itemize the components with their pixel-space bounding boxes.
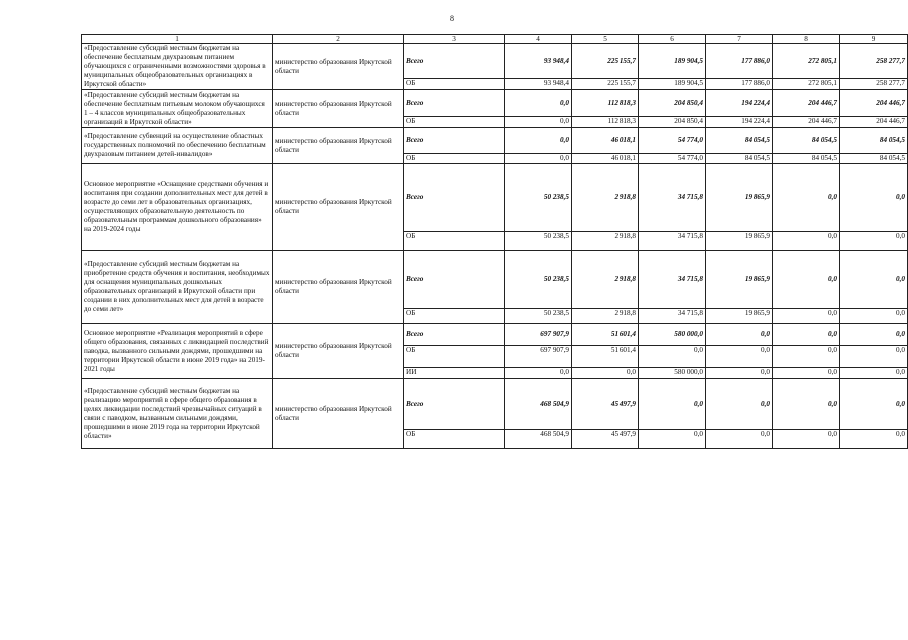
measure-description: «Предоставление субсидий местным бюджетам на обеспечение бесплатным двухразовым питанием обучающихся с ограниченными возможностями здоровья в муниципальных общеобразовательных организациях в Иркутской области» [82,44,273,90]
amount-cell: 0,0 [706,324,773,346]
measure-description: «Предоставление субвенций на осуществление областных государственных полномочий по обеспечению бесплатным двухразовым питанием детей-инвалидов» [82,128,273,164]
funding-source-label: Всего [404,251,505,309]
amount-cell: 84 054,5 [840,128,908,154]
amount-cell: 0,0 [840,324,908,346]
amount-cell: 272 805,1 [773,44,840,79]
amount-cell: 50 238,5 [505,164,572,232]
funding-source-label: Всего [404,128,505,154]
table-row [82,324,908,346]
amount-cell: 194 224,4 [706,90,773,117]
amount-cell: 46 018,1 [572,128,639,154]
amount-cell: 51 601,4 [572,346,639,368]
header-cell: 3 [404,35,505,44]
amount-cell: 34 715,8 [639,164,706,232]
amount-cell: 2 918,8 [572,309,639,324]
amount-cell: 204 446,7 [773,90,840,117]
amount-cell: 580 000,0 [639,324,706,346]
amount-cell: 194 224,4 [706,117,773,128]
header-cell: 5 [572,35,639,44]
funding-source-label: Всего [404,379,505,430]
amount-cell: 204 446,7 [840,90,908,117]
amount-cell: 0,0 [706,346,773,368]
funding-source-label: ОБ [404,117,505,128]
amount-cell: 0,0 [840,379,908,430]
amount-cell: 0,0 [840,251,908,309]
amount-cell: 84 054,5 [773,154,840,164]
amount-cell: 0,0 [572,368,639,379]
amount-cell: 50 238,5 [505,309,572,324]
funding-source-label: ОБ [404,430,505,449]
page-number: 8 [450,14,454,23]
amount-cell: 84 054,5 [773,128,840,154]
funding-source-label: ОБ [404,309,505,324]
amount-cell: 0,0 [773,164,840,232]
measure-description: Основное мероприятие «Оснащение средствами обучения и воспитания при создании дополнительных мест для детей в возрасте до семи лет в образовательных организациях, осуществляющих образовательную деятельность по образовательным программам дошкольного образования» на 2019-2024 годы [82,164,273,251]
amount-cell: 84 054,5 [840,154,908,164]
budget-table [81,34,908,449]
table-row [82,164,908,232]
amount-cell: 0,0 [840,164,908,232]
amount-cell: 0,0 [773,346,840,368]
amount-cell: 2 918,8 [572,164,639,232]
amount-cell: 204 850,4 [639,117,706,128]
amount-cell: 580 000,0 [639,368,706,379]
table-row [82,128,908,154]
amount-cell: 0,0 [639,346,706,368]
amount-cell: 204 446,7 [840,117,908,128]
amount-cell: 34 715,8 [639,251,706,309]
header-row [82,35,908,44]
responsible-executor: министерство образования Иркутской области [273,324,404,379]
table-row [82,251,908,309]
amount-cell: 177 886,0 [706,44,773,79]
amount-cell: 258 277,7 [840,44,908,79]
funding-source-label: ОБ [404,346,505,368]
amount-cell: 0,0 [840,368,908,379]
amount-cell: 0,0 [505,368,572,379]
amount-cell: 0,0 [706,430,773,449]
funding-source-label: ОБ [404,79,505,90]
amount-cell: 0,0 [840,309,908,324]
amount-cell: 51 601,4 [572,324,639,346]
amount-cell: 0,0 [773,232,840,251]
amount-cell: 0,0 [773,379,840,430]
amount-cell: 189 904,5 [639,79,706,90]
responsible-executor: министерство образования Иркутской области [273,128,404,164]
header-cell: 6 [639,35,706,44]
measure-description: «Предоставление субсидий местным бюджетам на приобретение средств обучения и воспитания, необходимых для оснащения муниципальных дошкольных образовательных организаций в Иркутской области при создании в них дополнительных мест для детей в возрасте до семи лет» [82,251,273,324]
amount-cell: 468 504,9 [505,379,572,430]
header-cell: 7 [706,35,773,44]
amount-cell: 0,0 [505,154,572,164]
measure-description: «Предоставление субсидий местным бюджетам на обеспечение бесплатным питьевым молоком обучающихся 1 – 4 классов муниципальных общеобразовательных организаций в Иркутской области» [82,90,273,128]
amount-cell: 0,0 [505,117,572,128]
amount-cell: 112 818,3 [572,117,639,128]
amount-cell: 45 497,9 [572,379,639,430]
amount-cell: 697 907,9 [505,324,572,346]
amount-cell: 0,0 [773,251,840,309]
amount-cell: 272 805,1 [773,79,840,90]
measure-description: «Предоставление субсидий местным бюджетам на реализацию мероприятий в сфере общего образования в целях ликвидации последствий чрезвычайных ситуаций в связи с паводком, вызванным сильными дождями, прошедшими в июне 2019 года на территории Иркутской области» [82,379,273,449]
amount-cell: 93 948,4 [505,44,572,79]
amount-cell: 0,0 [773,368,840,379]
header-cell: 1 [82,35,273,44]
header-cell: 9 [840,35,908,44]
funding-source-label: Всего [404,164,505,232]
amount-cell: 0,0 [840,232,908,251]
amount-cell: 0,0 [773,324,840,346]
amount-cell: 177 886,0 [706,79,773,90]
funding-source-label: ИИ [404,368,505,379]
amount-cell: 54 774,0 [639,154,706,164]
amount-cell: 19 865,9 [706,309,773,324]
amount-cell: 34 715,8 [639,309,706,324]
amount-cell: 46 018,1 [572,154,639,164]
amount-cell: 204 446,7 [773,117,840,128]
amount-cell: 2 918,8 [572,251,639,309]
amount-cell: 0,0 [706,368,773,379]
amount-cell: 0,0 [505,90,572,117]
amount-cell: 50 238,5 [505,251,572,309]
responsible-executor: министерство образования Иркутской области [273,90,404,128]
measure-description: Основное мероприятие «Реализация мероприятий в сфере общего образования, связанных с ликвидацией последствий паводка, вызванного сильными дождями, прошедшими на территории Иркутской области в июне 2019 года» на 2019-2021 годы [82,324,273,379]
funding-source-label: Всего [404,324,505,346]
header-cell: 4 [505,35,572,44]
funding-source-label: Всего [404,44,505,79]
funding-source-label: Всего [404,90,505,117]
amount-cell: 0,0 [639,430,706,449]
responsible-executor: министерство образования Иркутской области [273,164,404,251]
responsible-executor: министерство образования Иркутской области [273,379,404,449]
amount-cell: 112 818,3 [572,90,639,117]
amount-cell: 84 054,5 [706,128,773,154]
amount-cell: 45 497,9 [572,430,639,449]
amount-cell: 34 715,8 [639,232,706,251]
table-row [82,90,908,117]
amount-cell: 54 774,0 [639,128,706,154]
amount-cell: 258 277,7 [840,79,908,90]
amount-cell: 0,0 [706,379,773,430]
amount-cell: 50 238,5 [505,232,572,251]
amount-cell: 468 504,9 [505,430,572,449]
amount-cell: 0,0 [505,128,572,154]
amount-cell: 0,0 [773,309,840,324]
funding-source-label: ОБ [404,154,505,164]
amount-cell: 697 907,9 [505,346,572,368]
header-cell: 8 [773,35,840,44]
amount-cell: 2 918,8 [572,232,639,251]
amount-cell: 189 904,5 [639,44,706,79]
amount-cell: 19 865,9 [706,251,773,309]
responsible-executor: министерство образования Иркутской области [273,251,404,324]
amount-cell: 0,0 [840,346,908,368]
header-cell: 2 [273,35,404,44]
amount-cell: 204 850,4 [639,90,706,117]
responsible-executor: министерство образования Иркутской области [273,44,404,90]
amount-cell: 225 155,7 [572,44,639,79]
amount-cell: 84 054,5 [706,154,773,164]
amount-cell: 0,0 [840,430,908,449]
amount-cell: 19 865,9 [706,232,773,251]
table-row [82,379,908,430]
amount-cell: 93 948,4 [505,79,572,90]
amount-cell: 225 155,7 [572,79,639,90]
amount-cell: 0,0 [639,379,706,430]
table-row [82,44,908,79]
amount-cell: 19 865,9 [706,164,773,232]
amount-cell: 0,0 [773,430,840,449]
funding-source-label: ОБ [404,232,505,251]
